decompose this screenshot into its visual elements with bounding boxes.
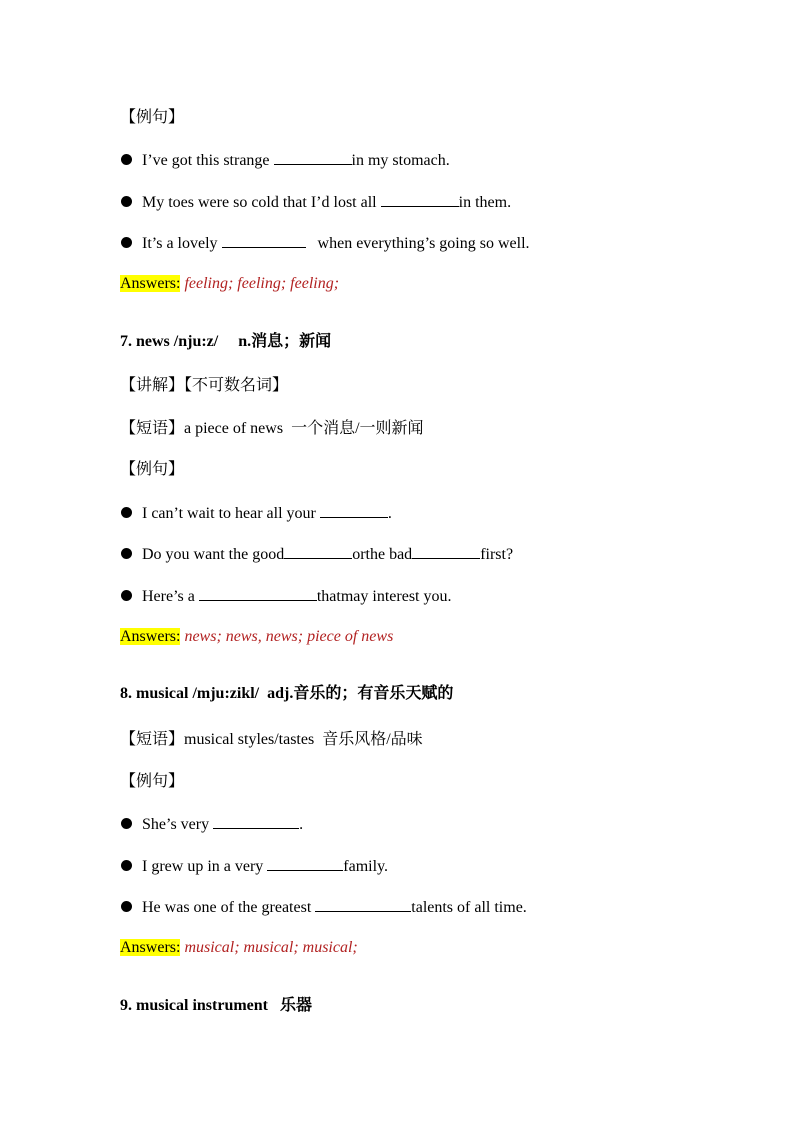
example-sentence: I can’t wait to hear all your . <box>142 502 392 524</box>
answers-line <box>120 627 393 647</box>
answers-text: news; news, news; piece of news <box>180 628 394 645</box>
example-sentence: Do you want the good orthe bad first? <box>142 543 513 565</box>
bullet-icon <box>121 901 132 912</box>
answers-line <box>120 274 339 294</box>
fill-blank[interactable] <box>381 191 459 207</box>
example-sentence: I grew up in a very family. <box>142 855 388 877</box>
example-label: 【例句】 <box>120 461 185 478</box>
bullet-icon <box>121 237 132 248</box>
explain-line: 【讲解】【不可数名词】 <box>120 377 289 394</box>
bullet-icon <box>121 196 132 207</box>
fill-blank[interactable] <box>320 502 388 518</box>
answers-label: Answers: <box>120 628 181 645</box>
bullet-icon <box>121 548 132 559</box>
example-sentence: My toes were so cold that I’d lost all in them. <box>142 191 511 213</box>
example-sentence: She’s very . <box>142 813 303 835</box>
entry-heading: 9. musical instrument 乐器 <box>120 997 313 1014</box>
fill-blank[interactable] <box>222 232 306 248</box>
bullet-icon <box>121 818 132 829</box>
fill-blank[interactable] <box>267 855 343 871</box>
example-label: 【例句】 <box>120 773 185 790</box>
example-sentence: Here’s a thatmay interest you. <box>142 585 452 607</box>
entry-heading: 7. news /nju:z/ n.消息；新闻 <box>120 333 332 350</box>
phrase-line: 【短语】a piece of news 一个消息/一则新闻 <box>120 420 424 437</box>
answers-label: Answers: <box>120 275 181 292</box>
example-sentence: I’ve got this strange in my stomach. <box>142 149 450 171</box>
answers-text: feeling; feeling; feeling; <box>180 275 340 292</box>
example-sentence: He was one of the greatest talents of all time. <box>142 896 527 918</box>
answers-label: Answers: <box>120 939 181 956</box>
fill-blank[interactable] <box>315 896 411 912</box>
answers-line <box>120 938 358 958</box>
bullet-icon <box>121 507 132 518</box>
fill-blank[interactable] <box>199 585 317 601</box>
fill-blank[interactable] <box>274 149 352 165</box>
example-sentence: It’s a lovely when everything’s going so well. <box>142 232 530 254</box>
phrase-line: 【短语】musical styles/tastes 音乐风格/品味 <box>120 731 423 748</box>
fill-blank[interactable] <box>284 543 352 559</box>
entry-heading: 8. musical /mju:zikl/ adj.音乐的；有音乐天赋的 <box>120 685 454 702</box>
bullet-icon <box>121 154 132 165</box>
answers-text: musical; musical; musical; <box>180 939 358 956</box>
bullet-icon <box>121 590 132 601</box>
bullet-icon <box>121 860 132 871</box>
fill-blank[interactable] <box>412 543 480 559</box>
fill-blank[interactable] <box>213 813 299 829</box>
example-label: 【例句】 <box>120 109 185 126</box>
